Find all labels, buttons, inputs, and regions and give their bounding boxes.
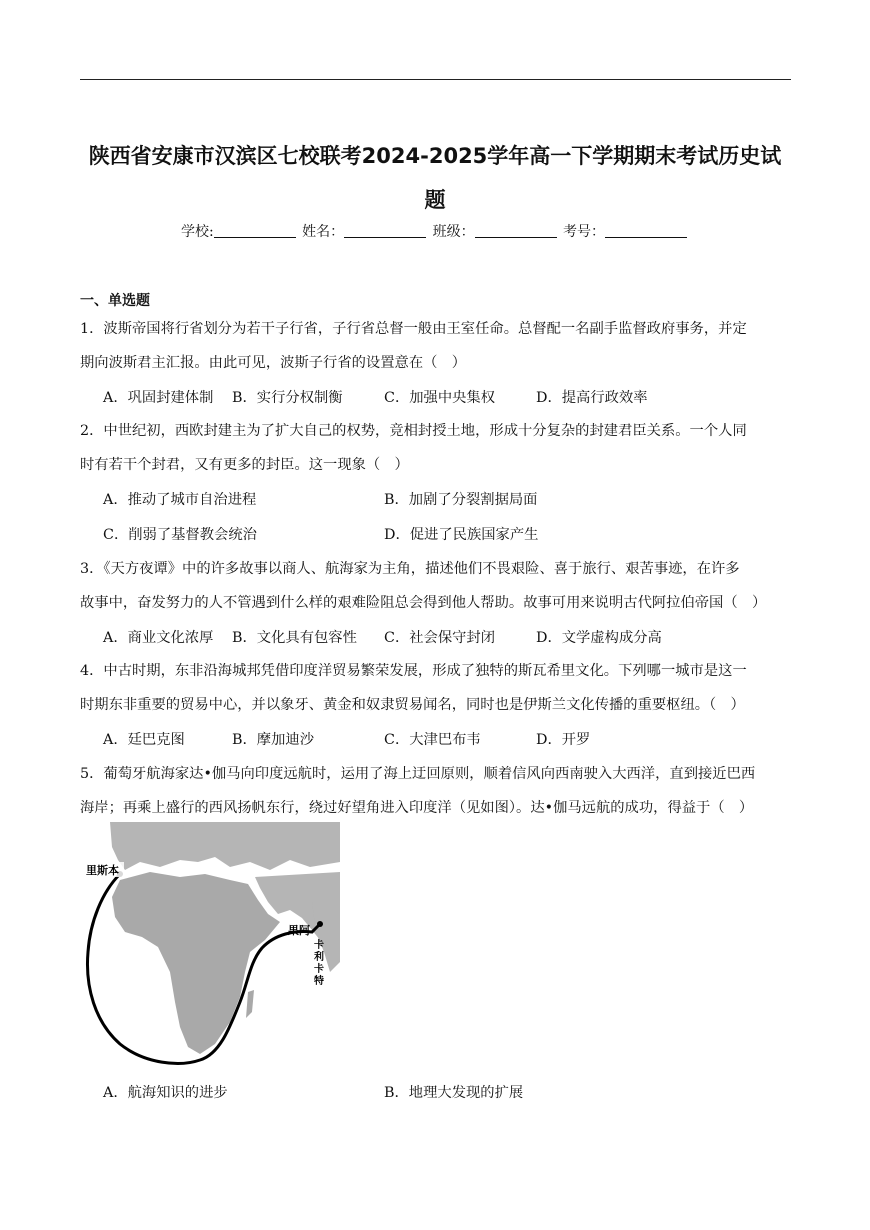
question-4-option-d[interactable]: D．开罗	[536, 732, 591, 748]
label-calicut-1: 卡	[314, 940, 324, 951]
question-2-option-c[interactable]: C．削弱了基督教会统治	[103, 527, 257, 543]
question-1-option-a[interactable]: A．巩固封建体制	[103, 390, 214, 406]
name-label: 姓名：	[302, 224, 345, 240]
page-title: 陕西省安康市汉滨区七校联考2024-2025学年高一下学期期末考试历史试	[88, 144, 782, 168]
question-4-line-2: 时期东非重要的贸易中心，并以象牙、黄金和奴隶贸易闻名，同时也是伊斯兰文化传播的重要枢纽。（ ）	[80, 697, 745, 713]
question-2-option-d[interactable]: D．促进了民族国家产生	[384, 527, 539, 543]
question-3-option-d[interactable]: D．文学虚构成分高	[536, 630, 662, 646]
id-field[interactable]	[605, 223, 687, 238]
question-1-option-b[interactable]: B．实行分权制衡	[232, 390, 343, 406]
question-5-line-1: 5．葡萄牙航海家达•伽马向印度远航时，运用了海上迂回原则，顺着信风向西南驶入大西洋，直到接近巴西	[80, 766, 756, 782]
class-field[interactable]	[475, 223, 557, 238]
question-1-line-1: 1．波斯帝国将行省划分为若干子行省，子行省总督一般由王室任命。总督配一名副手监督政府事务，并定	[80, 321, 747, 337]
question-2-line-1: 2．中世纪初，西欧封建主为了扩大自己的权势，竞相封授土地，形成十分复杂的封建君臣关系。一个人同	[80, 423, 747, 439]
question-4-option-c[interactable]: C．大津巴布韦	[384, 732, 481, 748]
question-3-line-2: 故事中，奋发努力的人不管遇到什么样的艰难险阻总会得到他人帮助。故事可用来说明古代阿拉伯帝国（ ）	[80, 595, 767, 611]
section-heading: 一、单选题	[80, 293, 150, 309]
question-4-option-b[interactable]: B．摩加迪沙	[232, 732, 314, 748]
question-2-option-a[interactable]: A．推动了城市自治进程	[103, 492, 257, 508]
page-title-continued: 题	[424, 188, 446, 212]
question-3-line-1: 3．《天方夜谭》中的许多故事以商人、航海家为主角，描述他们不畏艰险、喜于旅行、艰苦事迹，在许多	[80, 561, 740, 577]
class-label: 班级：	[432, 224, 475, 240]
question-3-option-c[interactable]: C．社会保守封闭	[384, 630, 496, 646]
label-calicut-2: 利	[314, 952, 324, 963]
question-5-line-2: 海岸；再乘上盛行的西风扬帆东行，绕过好望角进入印度洋（见如图）。达•伽马远航的成功，得益于（ ）	[80, 800, 754, 816]
voyage-map	[80, 822, 340, 1072]
question-1-option-d[interactable]: D．提高行政效率	[536, 390, 648, 406]
label-calicut-3: 卡	[314, 964, 324, 975]
question-5-option-a[interactable]: A．航海知识的进步	[103, 1085, 228, 1101]
name-field[interactable]	[344, 223, 426, 238]
id-label: 考号：	[563, 224, 606, 240]
question-2-line-2: 时有若干个封君，又有更多的封臣。这一现象（ ）	[80, 457, 409, 473]
label-calicut-4: 特	[314, 976, 324, 987]
school-label: 学校:	[180, 224, 214, 240]
calicut-marker	[317, 921, 323, 927]
student-info-row	[60, 221, 810, 241]
question-4-option-a[interactable]: A．廷巴克图	[103, 732, 185, 748]
question-3-option-a[interactable]: A．商业文化浓厚	[103, 630, 214, 646]
question-5-option-b[interactable]: B．地理大发现的扩展	[384, 1085, 524, 1101]
question-1-option-c[interactable]: C．加强中央集权	[384, 390, 496, 406]
label-goa: 果阿	[288, 924, 310, 937]
school-field[interactable]	[214, 223, 296, 238]
label-lisbon: 里斯本	[86, 864, 119, 877]
question-2-option-b[interactable]: B．加剧了分裂割据局面	[384, 492, 538, 508]
question-3-option-b[interactable]: B．文化具有包容性	[232, 630, 357, 646]
header-rule	[80, 79, 791, 80]
question-1-line-2: 期向波斯君主汇报。由此可见，波斯子行省的设置意在（ ）	[80, 355, 467, 371]
question-4-line-1: 4．中古时期，东非沿海城邦凭借印度洋贸易繁荣发展，形成了独特的斯瓦希里文化。下列哪一城市是这一	[80, 663, 747, 679]
europe-landmass	[110, 822, 340, 870]
